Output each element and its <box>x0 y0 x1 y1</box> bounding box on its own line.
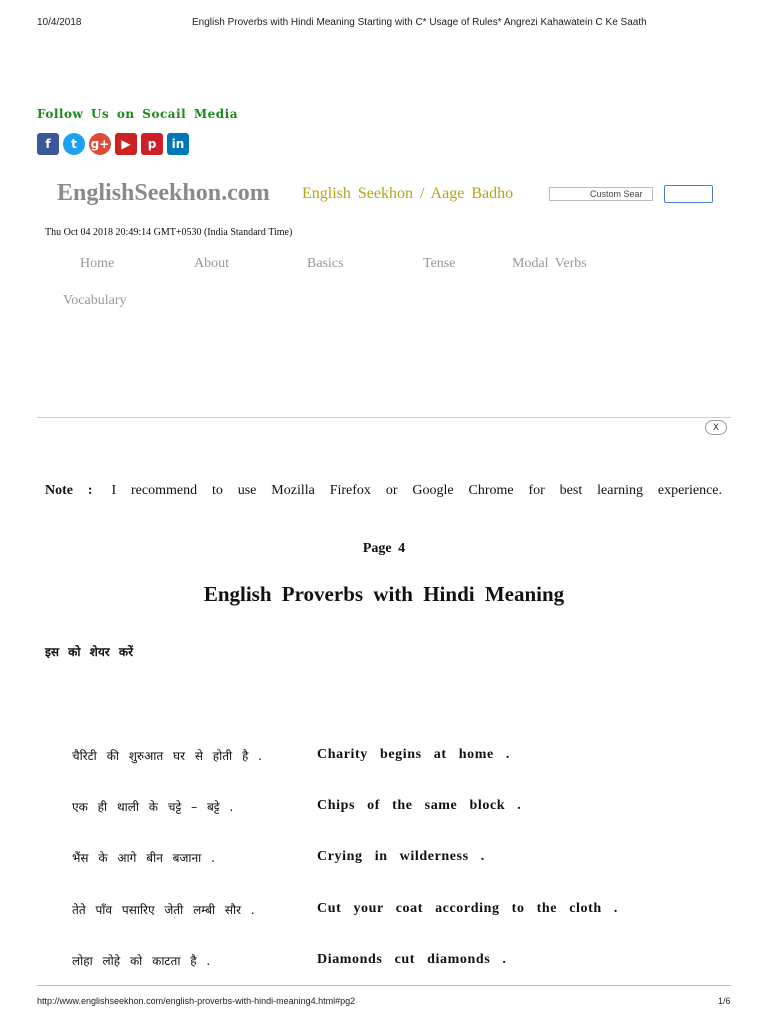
print-date: 10/4/2018 <box>37 17 82 28</box>
nav-vocabulary[interactable]: Vocabulary <box>63 293 127 308</box>
note-label: Note : <box>45 483 93 498</box>
follow-us-heading: Follow Us on Socail Media <box>37 107 238 121</box>
footer-divider <box>37 985 731 986</box>
proverb-hindi: लोहा लोहे को काटता है . <box>72 954 211 968</box>
social-icons <box>37 133 189 155</box>
pinterest-icon[interactable]: p <box>141 133 163 155</box>
proverb-english: Diamonds cut diamonds . <box>317 952 507 967</box>
site-tagline: English Seekhon / Aage Badho <box>302 185 514 202</box>
browser-note <box>45 483 722 499</box>
proverb-english: Cut your coat according to the cloth . <box>317 901 618 916</box>
google-plus-icon[interactable]: g+ <box>89 133 111 155</box>
print-title: English Proverbs with Hindi Meaning Starting with C* Usage of Rules* Angrezi Kahawatein C Ke Saath <box>192 17 647 28</box>
search-input[interactable]: Custom Sear <box>549 187 653 201</box>
proverb-hindi: तेते पाँव पसारिए जेती लम्बी सौर . <box>72 903 255 917</box>
proverb-english: Chips of the same block . <box>317 798 522 813</box>
footer-page-count: 1/6 <box>718 996 731 1006</box>
page-title: English Proverbs with Hindi Meaning <box>203 582 565 606</box>
share-label[interactable]: इस को शेयर करें <box>45 645 134 659</box>
close-ad-button[interactable]: X <box>705 420 727 435</box>
site-logo[interactable]: EnglishSeekhon.com <box>57 180 270 206</box>
proverb-hindi: एक ही थाली के चट्टे – बट्टे . <box>72 800 234 814</box>
youtube-icon[interactable]: ▶ <box>115 133 137 155</box>
proverb-english: Crying in wilderness . <box>317 849 485 864</box>
search-button[interactable] <box>664 185 713 203</box>
linkedin-icon[interactable]: in <box>167 133 189 155</box>
nav-home[interactable]: Home <box>80 256 115 271</box>
current-datetime: Thu Oct 04 2018 20:49:14 GMT+0530 (India Standard Time) <box>45 227 293 238</box>
note-text: I recommend to use Mozilla Firefox or Google Chrome for best learning experience. <box>111 483 722 498</box>
page-number-label: Page 4 <box>362 541 406 556</box>
nav-tense[interactable]: Tense <box>423 256 456 271</box>
proverb-hindi: चैरिटी की शुरुआत घर से होती है . <box>72 749 262 763</box>
nav-modal-verbs[interactable]: Modal Verbs <box>512 256 587 271</box>
footer-url: http://www.englishseekhon.com/english-proverbs-with-hindi-meaning4.html#pg2 <box>37 996 356 1006</box>
proverb-english: Charity begins at home . <box>317 747 511 762</box>
nav-about[interactable]: About <box>194 256 229 271</box>
twitter-icon[interactable]: t <box>63 133 85 155</box>
proverb-hindi: भैंस के आगे बीन बजाना . <box>72 851 215 865</box>
divider <box>37 417 731 418</box>
nav-basics[interactable]: Basics <box>307 256 344 271</box>
facebook-icon[interactable]: f <box>37 133 59 155</box>
